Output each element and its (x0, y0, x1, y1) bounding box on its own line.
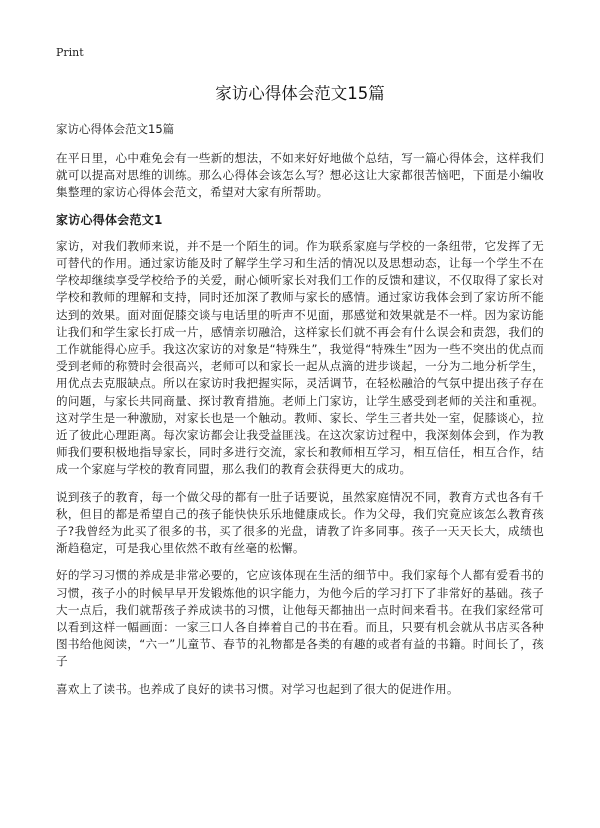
page-title: 家访心得体会范文15篇 (215, 84, 385, 103)
body-paragraph: 家访，对我们教师来说，并不是一个陌生的词。作为联系家庭与学校的一条纽带，它发挥了无可替代的作用。通过家访能及时了解学生学习和生活的情况以及思想动态，让每一个学生不在学校却继续享受学校给予的关爱，耐心倾听家长对我们工作的反馈和建议，不仅取得了家长对学校和教师的理解和支持，同时还加深了教师与家长的感情。通过家访我体会到了家访所不能达到的效果。面对面促膝交谈与电话里的听声不见面，那感觉和效果就是不一样。因为家访能让我们和学生家长打成一片，感情亲切融洽，这样家长们就不再会有什么误会和责怨，我们的工作就能得心应手。我这次家访的对象是“特殊生”，我觉得“特殊生”因为一些不突出的优点而受到老师的称赞时会很高兴，老师可以和家长一起从点滴的进步谈起，一分为二地分析学生，用优点去克服缺点。所以在家访时我把握实际，灵活调节，在轻松融洽的气氛中提出孩子存在的问题，与家长共同商量、探讨教育措施。老师上门家访，让学生感受到老师的关注和重视。这对学生是一种激励，对家长也是一个触动。教师、家长、学生三者共处一室，促膝谈心，拉近了彼此心理距离。每次家访都会让我受益匪浅。在这次家访过程中，我深刻体会到，作为教师我们要积极地指导家长，同时多进行交流，家长和教师相互学习，相互信任，相互合作，结成一个家庭与学校的教育同盟，那么我们的教育会获得更大的成功。 (56, 238, 544, 477)
body-paragraph: 喜欢上了读书。也养成了良好的读书习惯。对学习也起到了很大的促进作用。 (56, 681, 459, 696)
document-subtitle: 家访心得体会范文15篇 (56, 122, 175, 136)
body-paragraph: 好的学习习惯的养成是非常必要的，它应该体现在生活的细节中。我们家每个人都有爱看书的习惯，孩子小的时候早早开发锻炼他的识字能力，为他今后的学习打下了非常好的基础。孩子大一点后，我们就帮孩子养成读书的习惯，让他每天都抽出一点时间来看书。在我们家经常可以看到这样一幅画面：一家三口人各自捧着自己的书在看。而且，只要有机会就从书店买各种图书给他阅读，“六一”儿童节、春节的礼物都是各类的有趣的或者有益的书籍。时间长了，孩子 (56, 568, 544, 669)
document-body (56, 150, 544, 708)
intro-paragraph: 在平日里，心中难免会有一些新的想法，不如来好好地做个总结，写一篇心得体会，这样我们就可以提高对思维的训练。那么心得体会该怎么写？想必这让大家都很苦恼吧，下面是小编收集整理的家访心得体会范文，希望对大家有所帮助。 (56, 151, 544, 200)
body-paragraph: 说到孩子的教育，每一个做父母的都有一肚子话要说，虽然家庭情况不同，教育方式也各有千秋，但目的都是希望自己的孩子能快快乐乐地健康成长。作为父母，我们究竟应该怎么教育孩子?我曾经为此买了很多的书，买了很多的光盘，请教了许多同事。孩子一天天长大，成绩也渐趋稳定，可是我心里依然不敢有丝毫的松懈。 (56, 489, 544, 556)
section-heading: 家访心得体会范文1 (56, 212, 163, 227)
print-label[interactable]: Print (56, 46, 84, 59)
